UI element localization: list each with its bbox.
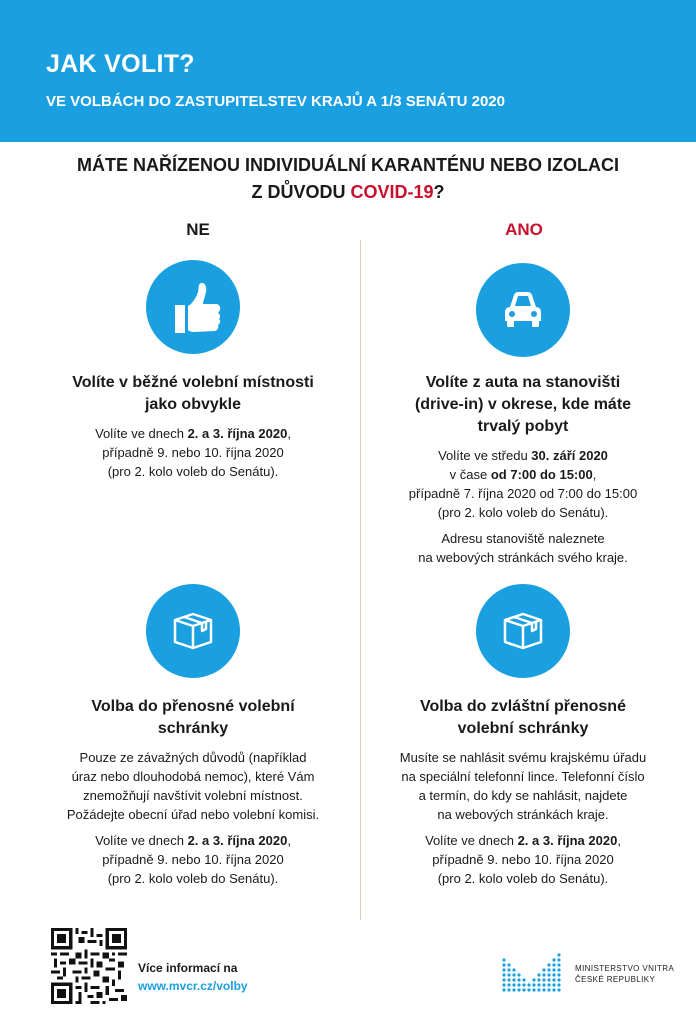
info-line: a termín, do kdy se nahlásit, najdete	[418, 788, 628, 803]
info-line: úraz nebo dlouhodobá nemoc), které Vám	[71, 769, 315, 784]
alt-date-line: případně 7. října 2020 od 7:00 do 15:00	[408, 486, 638, 501]
page-title: JAK VOLIT?	[46, 50, 195, 78]
page-subtitle: VE VOLBÁCH DO ZASTUPITELSTEV KRAJŮ A 1/3 SENÁTU 2020	[46, 93, 505, 110]
time-line: v čase od 7:00 do 15:00,	[449, 467, 597, 482]
date-line: Volíte ve dnech 2. a 3. října 2020,	[425, 833, 621, 848]
alt-date-line: případně 9. nebo 10. října 2020	[102, 852, 284, 867]
section-title-line: trvalý pobyt	[477, 418, 569, 435]
qr-code[interactable]	[51, 928, 127, 1004]
info-line: na speciální telefonní lince. Telefonní číslo	[401, 769, 645, 784]
info-line: znemožňují navštívit volební místnost.	[83, 788, 303, 803]
section-title-line: jako obvykle	[144, 396, 242, 413]
more-info	[138, 959, 248, 995]
date-line: Volíte ve dnech 2. a 3. října 2020,	[95, 426, 291, 441]
section-title-line: Volba do přenosné volební	[91, 698, 295, 715]
header-banner	[0, 0, 696, 142]
round-note: (pro 2. kolo voleb do Senátu).	[107, 464, 279, 479]
ministry-logo-icon	[500, 950, 568, 1005]
thumbs-up-icon	[146, 260, 240, 354]
date-line: Volíte ve dnech 2. a 3. října 2020,	[95, 833, 291, 848]
section-title-line: (drive-in) v okrese, kde máte	[414, 396, 632, 413]
drive-in-section	[350, 372, 696, 567]
ministry-name-line: ČESKÉ REPUBLIKY	[575, 975, 656, 984]
section-title-line: Volba do zvláštní přenosné	[420, 698, 626, 715]
date-line: Volíte ve středu 30. září 2020	[438, 448, 608, 463]
info-line: Musíte se nahlásit svému krajskému úřadu	[399, 750, 647, 765]
info-line: Požádejte obecní úřad nebo volební komisi.	[66, 807, 320, 822]
box-icon	[476, 584, 570, 678]
round-note: (pro 2. kolo voleb do Senátu).	[437, 871, 609, 886]
question-line-2	[0, 179, 696, 206]
box-icon	[146, 584, 240, 678]
info-line: Pouze ze závažných důvodů (například	[79, 750, 307, 765]
section-title-line: schránky	[157, 720, 229, 737]
special-box-section	[350, 696, 696, 888]
column-heading-yes: ANO	[505, 220, 543, 239]
column-heading-no: NE	[186, 220, 210, 239]
section-title-line: Volíte z auta na stanovišti	[425, 374, 621, 391]
ministry-name-line: MINISTERSTVO VNITRA	[575, 964, 675, 973]
regular-vote-section	[18, 372, 368, 481]
info-line: na webových stránkách kraje.	[437, 807, 609, 822]
question-suffix: ?	[433, 182, 445, 202]
address-note: Adresu stanoviště naleznete	[441, 531, 605, 546]
section-title-line: volební schránky	[457, 720, 589, 737]
ministry-name	[575, 963, 674, 985]
question-line-1: MÁTE NAŘÍZENOU INDIVIDUÁLNÍ KARANTÉNU NEBO IZOLACI	[77, 155, 619, 175]
more-info-label: Více informací na	[138, 961, 238, 975]
website-link[interactable]: www.mvcr.cz/volby	[138, 979, 248, 993]
question-prefix: Z DŮVODU	[251, 182, 351, 202]
main-question	[0, 152, 696, 206]
section-title-line: Volíte v běžné volební místnosti	[72, 374, 314, 391]
alt-date-line: případně 9. nebo 10. října 2020	[102, 445, 284, 460]
address-note: na webových stránkách svého kraje.	[418, 550, 628, 565]
covid-highlight: COVID-19	[350, 182, 434, 202]
car-icon	[476, 263, 570, 357]
alt-date-line: případně 9. nebo 10. října 2020	[432, 852, 614, 867]
round-note: (pro 2. kolo voleb do Senátu).	[107, 871, 279, 886]
portable-box-section	[18, 696, 368, 888]
round-note: (pro 2. kolo voleb do Senátu).	[437, 505, 609, 520]
